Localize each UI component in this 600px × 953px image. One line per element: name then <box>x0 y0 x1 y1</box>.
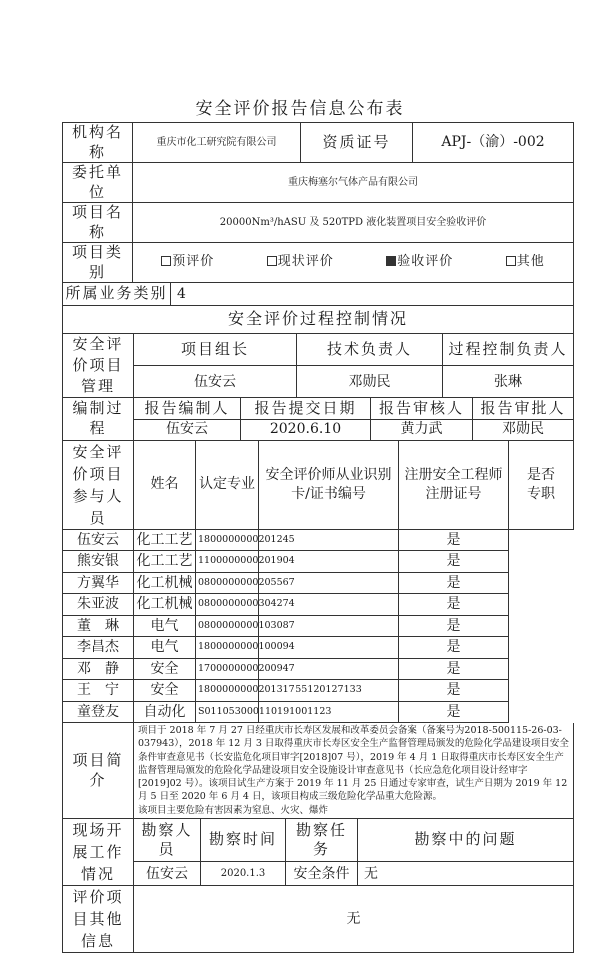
personnel-label: 安全评价项目参与人员 <box>63 441 134 530</box>
checkbox-icon[interactable] <box>161 256 171 266</box>
type-option[interactable] <box>506 254 545 271</box>
type-options <box>133 243 574 283</box>
name-cell: 方翼华 <box>63 572 134 594</box>
table-row <box>63 701 574 723</box>
site-header: 勘察人员 <box>134 819 201 862</box>
name-cell: 邓 静 <box>63 658 134 680</box>
name-cell: 王 宁 <box>63 680 134 702</box>
client-label: 委托单位 <box>63 163 133 203</box>
mgmt-header: 项目组长 <box>134 334 297 366</box>
info-table <box>62 122 574 953</box>
card-number-cell: 1100000000201904 <box>196 551 259 573</box>
type-label: 项目类别 <box>63 243 133 283</box>
process-heading: 安全评价过程控制情况 <box>63 306 574 334</box>
card-number-cell: 1800000000201245 <box>196 529 259 551</box>
major-cell: 化工机械 <box>134 572 196 594</box>
site-value: 伍安云 <box>134 862 201 886</box>
site-header: 勘察任务 <box>286 819 358 862</box>
table-row <box>63 594 574 616</box>
cert-value: APJ-（渝）-002 <box>413 123 574 163</box>
other-label: 评价项目其他信息 <box>63 886 134 953</box>
project-value: 20000Nm³/hASU 及 520TPD 液化装置项目安全验收评价 <box>133 203 574 243</box>
fulltime-cell: 是 <box>399 637 509 659</box>
compile-header: 报告审批人 <box>473 398 574 419</box>
org-label: 机构名称 <box>63 123 133 163</box>
mgmt-value: 张琳 <box>443 366 574 398</box>
name-cell: 熊安银 <box>63 551 134 573</box>
site-header: 勘察时间 <box>201 819 286 862</box>
type-option[interactable] <box>267 254 334 271</box>
fulltime-cell: 是 <box>399 529 509 551</box>
personnel-header: 是否专职 <box>509 441 574 530</box>
mgmt-label: 安全评价项目管理 <box>63 334 134 398</box>
other-value: 无 <box>134 886 574 953</box>
personnel-header: 注册安全工程师注册证号 <box>399 441 509 530</box>
site-header: 勘察中的问题 <box>358 819 574 862</box>
registration-cell: 55120127133 <box>259 680 399 702</box>
page-title: 安全评价报告信息公布表 <box>195 99 405 119</box>
checkbox-icon[interactable] <box>506 256 516 266</box>
type-option-label: 其他 <box>516 254 545 270</box>
cert-label: 资质证号 <box>301 123 413 163</box>
table-row <box>63 572 574 594</box>
type-option[interactable] <box>161 254 214 271</box>
intro-text: 项目于 2018 年 7 月 27 日经重庆市长寿区发展和改革委员会备案（备案号为2018-500115-26-03-037943），2018 年 12 月 3 日取得重庆市长寿区安全生产监督管理局颁发的危险化学品建设项目安全条件审查意见书（长安监危化项目审字[2018]07 号），2019 年 4 月 1 日取得重庆市长寿区安全生产监督管理局颁发的危险化学品建设项目安全设施设计审查意见书（长应急危化项目设计经审字[2019]02 号）。该项目试生产方案于 2019 年 11 月 25 日通过专家审查，试生产日期为 2019 年 12 月 5 日至 2020 年 6 月 4 日，该项目构成三级危险化学品重大危险源。 <box>138 725 569 803</box>
table-row <box>63 529 574 551</box>
major-cell: 电气 <box>134 637 196 659</box>
table-row <box>63 551 574 573</box>
card-number-cell: 0800000000304274 <box>196 594 259 616</box>
table-row <box>63 637 574 659</box>
project-label: 项目名称 <box>63 203 133 243</box>
name-cell: 童登友 <box>63 701 134 723</box>
compile-label: 编制过程 <box>63 398 134 440</box>
compile-header: 报告审核人 <box>371 398 473 419</box>
type-option-label: 验收评价 <box>397 254 454 270</box>
site-value: 2020.1.3 <box>201 862 286 886</box>
fulltime-cell: 是 <box>399 680 509 702</box>
compile-value: 邓勋民 <box>473 419 574 440</box>
mgmt-header: 技术负责人 <box>297 334 443 366</box>
mgmt-value: 邓勋民 <box>297 366 443 398</box>
table-row <box>63 658 574 680</box>
major-cell: 化工工艺 <box>134 551 196 573</box>
card-number-cell: 1800000000100094 <box>196 637 259 659</box>
personnel-header: 认定专业 <box>196 441 259 530</box>
personnel-header: 姓名 <box>134 441 196 530</box>
intro-label: 项目简介 <box>63 723 134 819</box>
compile-header: 报告编制人 <box>134 398 241 419</box>
site-label: 现场开展工作情况 <box>63 819 134 886</box>
major-cell: 安全 <box>134 658 196 680</box>
site-value: 无 <box>358 862 574 886</box>
site-value: 安全条件 <box>286 862 358 886</box>
mgmt-header: 过程控制负责人 <box>443 334 574 366</box>
personnel-header: 安全评价师从业识别卡/证书编号 <box>259 441 399 530</box>
major-cell: 安全 <box>134 680 196 702</box>
client-value: 重庆梅塞尔气体产品有限公司 <box>133 163 574 203</box>
table-row <box>63 680 574 702</box>
card-number-cell: S011053000110191001123 <box>196 701 259 723</box>
major-cell: 化工工艺 <box>134 529 196 551</box>
name-cell: 董 琳 <box>63 615 134 637</box>
card-number-cell: 1800000000201317 <box>196 680 259 702</box>
checkbox-icon[interactable] <box>267 256 277 266</box>
major-cell: 电气 <box>134 615 196 637</box>
name-cell: 伍安云 <box>63 529 134 551</box>
compile-value: 伍安云 <box>134 419 241 440</box>
type-option[interactable] <box>386 254 453 271</box>
compile-value: 黄力武 <box>371 419 473 440</box>
mgmt-value: 伍安云 <box>134 366 297 398</box>
card-number-cell: 1700000000200947 <box>196 658 259 680</box>
type-option-label: 现状评价 <box>277 254 334 270</box>
type-option-label: 预评价 <box>172 254 215 270</box>
compile-header: 报告提交日期 <box>241 398 371 419</box>
card-number-cell: 0800000000205567 <box>196 572 259 594</box>
fulltime-cell: 是 <box>399 551 509 573</box>
name-cell: 朱亚波 <box>63 594 134 616</box>
intro-content <box>134 723 574 819</box>
card-number-cell: 0800000000103087 <box>196 615 259 637</box>
fulltime-cell: 是 <box>399 615 509 637</box>
major-cell: 化工机械 <box>134 594 196 616</box>
fulltime-cell: 是 <box>399 572 509 594</box>
checkbox-checked-icon[interactable] <box>386 256 396 266</box>
fulltime-cell: 是 <box>399 594 509 616</box>
fulltime-cell: 是 <box>399 658 509 680</box>
name-cell: 李昌杰 <box>63 637 134 659</box>
intro-hazards: 该项目主要危险有害因素为窒息、火灾、爆炸 <box>138 804 329 816</box>
org-value: 重庆市化工研究院有限公司 <box>133 123 301 163</box>
compile-value: 2020.6.10 <box>241 419 371 440</box>
category-label: 所属业务类别 <box>63 283 171 305</box>
major-cell: 自动化 <box>134 701 196 723</box>
personnel-table <box>62 441 574 724</box>
fulltime-cell: 是 <box>399 701 509 723</box>
table-row <box>63 615 574 637</box>
category-value: 4 <box>171 283 574 305</box>
